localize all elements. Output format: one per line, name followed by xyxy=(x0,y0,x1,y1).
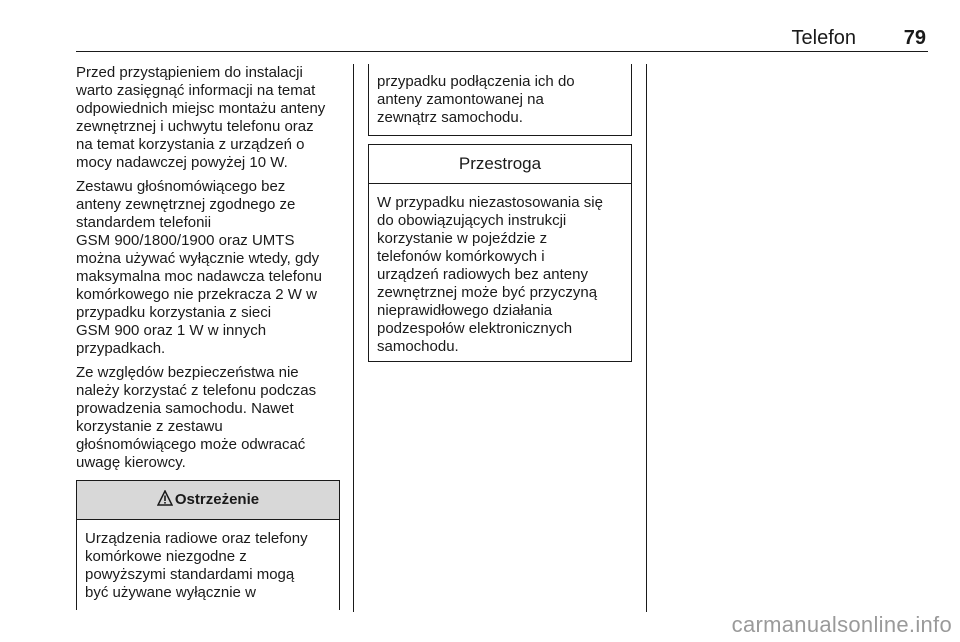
column-divider-left xyxy=(353,64,354,612)
caution-box-title: Przestroga xyxy=(369,145,631,184)
column-divider-right xyxy=(646,64,647,612)
caution-box xyxy=(368,144,632,362)
warning-box-continued-text: przypadku podłączenia ich do anteny zamontowanej na zewnątrz samochodu. xyxy=(377,73,575,126)
column-left xyxy=(76,64,340,610)
warning-title-text: Ostrzeżenie xyxy=(174,491,260,508)
warning-box xyxy=(76,480,340,610)
warning-triangle-icon xyxy=(157,483,173,521)
paragraph-safety: Ze względów bezpieczeństwa nie należy korzystać z telefonu podczas prowadzenia samochodu. Nawet korzystanie z zestawu głośnomówiącego może odwracać uwagę kierowcy. xyxy=(76,364,317,471)
warning-box-text: Urządzenia radiowe oraz telefony komórkowe niezgodne z powyższymi standardami mogą być używane wyłącznie w xyxy=(85,530,308,601)
warning-box-continued xyxy=(368,64,632,136)
watermark: carmanualsonline.info xyxy=(731,612,952,637)
page-header xyxy=(76,26,928,50)
page-number: 79 xyxy=(903,27,926,49)
page-title: Telefon xyxy=(791,27,856,49)
warning-box-title xyxy=(77,481,339,520)
header-rule xyxy=(76,51,928,52)
paragraph-handsfree: Zestawu głośnomówiącego bez anteny zewnętrznej zgodnego ze standardem telefonii GSM 900/1800/1900 oraz UMTS można używać wyłącznie wtedy, gdy maksymalna moc nadawcza telefonu komórkowego nie przekracza 2 W w przypadku korzystania z sieci GSM 900 oraz 1 W w innych przypadkach. xyxy=(76,178,322,357)
caution-box-text: W przypadku niezastosowania się do obowiązujących instrukcji korzystanie w pojeździe z telefonów komórkowych i urządzeń radiowych bez anteny zewnętrznej może być przyczyną nieprawidłowego działania podzespołów elektronicznych samochodu. xyxy=(377,194,603,355)
paragraph-installation: Przed przystąpieniem do instalacji warto zasięgnąć informacji na temat odpowiednich miejsc montażu anteny zewnętrznej i uchwytu telefonu oraz na temat korzystania z urządzeń o mocy nadawczej powyżej 10 W. xyxy=(76,64,326,171)
column-middle xyxy=(368,64,632,362)
